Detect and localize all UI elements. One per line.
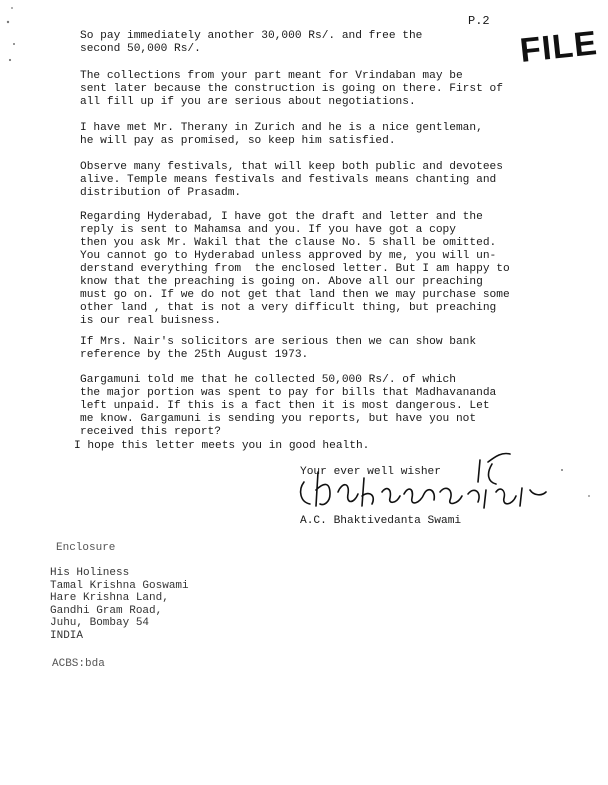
paragraph-payment <box>80 30 580 56</box>
closing-line: I hope this letter meets you in good health. <box>74 440 370 452</box>
text-line: then you ask Mr. Wakil that the clause No. 5 shall be omitted. <box>80 237 497 249</box>
text-line: me know. Gargamuni is sending you reports, but have you not <box>80 413 477 425</box>
paragraph-hyderabad <box>80 211 580 328</box>
text-line: If Mrs. Nair's solicitors are serious then we can show bank <box>80 336 477 348</box>
text-line: So pay immediately another 30,000 Rs/. and free the <box>80 30 423 42</box>
text-line: know that the preaching is going on. Above all our preaching <box>80 276 483 288</box>
signatory-name: A.C. Bhaktivedanta Swami <box>300 515 462 527</box>
text-line: received this report? <box>80 426 221 438</box>
address-line: Tamal Krishna Goswami <box>50 579 189 592</box>
text-line: left unpaid. If this is a fact then it is most dangerous. Let <box>80 400 490 412</box>
text-line: Observe many festivals, that will keep both public and devotees <box>80 161 503 173</box>
address-line: Gandhi Gram Road, <box>50 604 163 617</box>
text-line: all fill up if you are serious about negotiations. <box>80 96 416 108</box>
paragraph-therany <box>80 122 580 148</box>
paragraph-nair <box>80 336 580 362</box>
text-line: other land , that is not a very difficult thing, but preaching <box>80 302 497 314</box>
paragraph-festivals <box>80 161 580 200</box>
file-stamp: FILE <box>518 24 600 70</box>
page-number: P.2 <box>468 14 490 28</box>
text-line: The collections from your part meant for Vrindaban may be <box>80 70 463 82</box>
text-line: You cannot go to Hyderabad unless approved by me, you will un- <box>80 250 497 262</box>
text-line: the major portion was spent to pay for bills that Madhavananda <box>80 387 497 399</box>
address-line: INDIA <box>50 629 84 642</box>
text-line: reply is sent to Mahamsa and you. If you have got a copy <box>80 224 456 236</box>
text-line: he will pay as promised, so keep him satisfied. <box>80 135 396 147</box>
text-line: sent later because the construction is going on there. First of <box>80 83 503 95</box>
text-line: distribution of Prasadm. <box>80 187 242 199</box>
text-line: alive. Temple means festivals and festivals means chanting and <box>80 174 497 186</box>
reference-initials: ACBS:bda <box>52 658 105 670</box>
paragraph-collections <box>80 70 580 109</box>
handwritten-signature <box>290 452 580 516</box>
text-line: reference by the 25th August 1973. <box>80 349 309 361</box>
paragraph-gargamuni <box>80 374 580 439</box>
address-line: Juhu, Bombay 54 <box>50 617 150 630</box>
recipient-address <box>50 567 189 643</box>
text-line: second 50,000 Rs/. <box>80 43 201 55</box>
text-line: I have met Mr. Therany in Zurich and he is a nice gentleman, <box>80 122 483 134</box>
text-line: derstand everything from the enclosed letter. But I am happy to <box>80 263 510 275</box>
valediction: Your ever well wisher <box>300 466 441 478</box>
text-line: Gargamuni told me that he collected 50,000 Rs/. of which <box>80 374 456 386</box>
address-line: Hare Krishna Land, <box>50 592 169 605</box>
address-line: His Holiness <box>50 567 130 579</box>
text-line: is our real buisness. <box>80 315 221 327</box>
text-line: Regarding Hyderabad, I have got the draft and letter and the <box>80 211 483 223</box>
text-line: must go on. If we do not get that land then we may purchase some <box>80 289 510 301</box>
enclosure-label: Enclosure <box>56 542 116 554</box>
